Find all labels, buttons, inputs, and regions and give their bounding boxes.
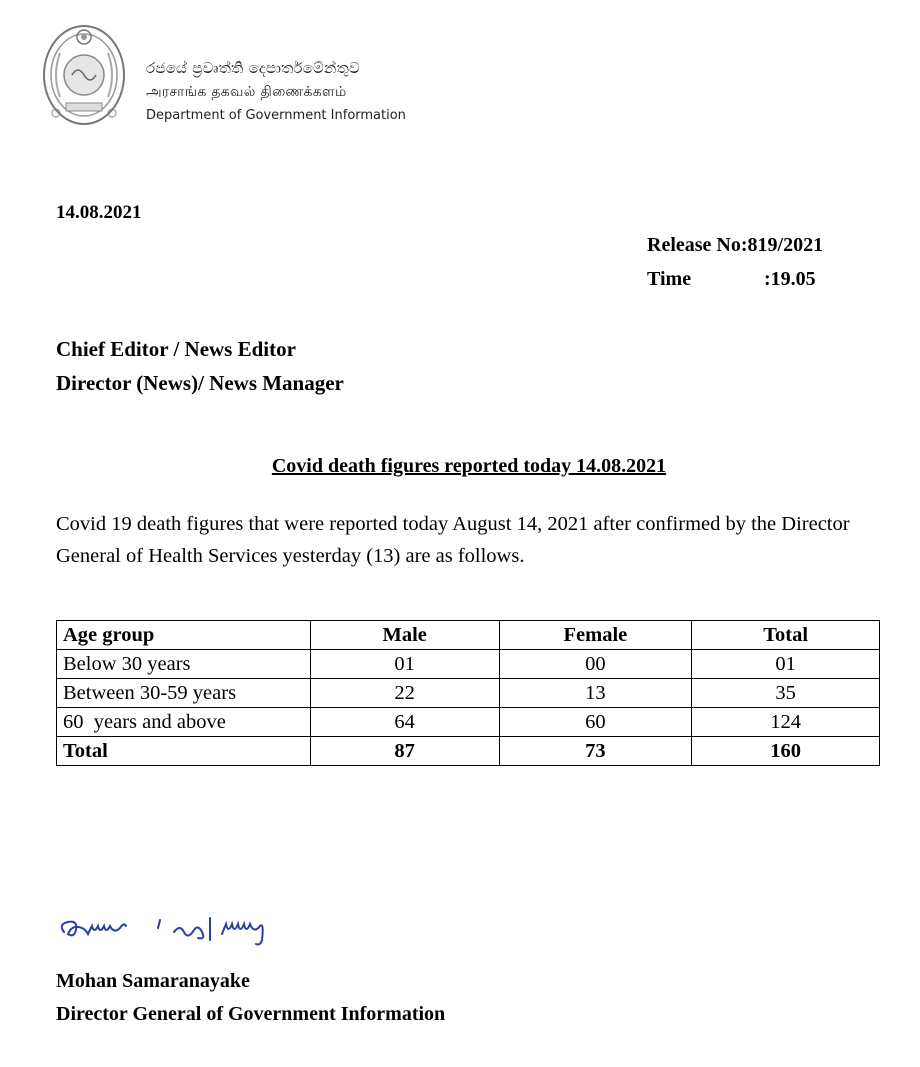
header-age-group: Age group <box>57 621 311 650</box>
table-total-row <box>57 737 880 766</box>
male-cell: 64 <box>310 708 499 737</box>
addressee-line-2: Director (News)/ News Manager <box>56 371 344 395</box>
org-name-english: Department of Government Information <box>146 108 406 123</box>
total-label-cell: Total <box>57 737 311 766</box>
grand-total-cell: 160 <box>692 737 880 766</box>
total-cell: 01 <box>692 650 880 679</box>
age-group-cell: Between 30-59 years <box>57 679 311 708</box>
document-heading: Covid death figures reported today 14.08.2021 <box>271 455 667 477</box>
org-name-tamil: அரசாங்க தகவல் திணைக்களம் <box>146 84 347 100</box>
addressee-line-1: Chief Editor / News Editor <box>56 337 296 361</box>
female-cell: 13 <box>499 679 692 708</box>
org-name-sinhala: රජයේ ප්‍රවෘත්ති දෙපාර්තමේන්තුව <box>146 59 361 77</box>
header-female: Female <box>499 621 692 650</box>
handwritten-signature <box>56 910 306 960</box>
age-group-cell: 60 years and above <box>57 708 311 737</box>
signer-name: Mohan Samaranayake <box>56 970 250 992</box>
death-figures-table <box>56 620 880 766</box>
male-cell: 01 <box>310 650 499 679</box>
header-total: Total <box>692 621 880 650</box>
header-male: Male <box>310 621 499 650</box>
total-cell: 124 <box>692 708 880 737</box>
time-label: Time <box>647 268 692 290</box>
signer-title: Director General of Government Information <box>56 1003 446 1025</box>
total-female-cell: 73 <box>499 737 692 766</box>
release-date: 14.08.2021 <box>56 202 142 223</box>
release-number: Release No:819/2021 <box>647 234 824 256</box>
male-cell: 22 <box>310 679 499 708</box>
intro-paragraph: Covid 19 death figures that were reported today August 14, 2021 after confirmed by the Director General of Health Services yesterday (13) are as follows. <box>56 513 850 567</box>
table-row <box>57 708 880 737</box>
female-cell: 00 <box>499 650 692 679</box>
female-cell: 60 <box>499 708 692 737</box>
time-value: :19.05 <box>764 268 816 290</box>
table-row <box>57 679 880 708</box>
total-male-cell: 87 <box>310 737 499 766</box>
total-cell: 35 <box>692 679 880 708</box>
government-emblem-icon <box>42 23 126 127</box>
age-group-cell: Below 30 years <box>57 650 311 679</box>
table-row <box>57 650 880 679</box>
table-header-row <box>57 621 880 650</box>
